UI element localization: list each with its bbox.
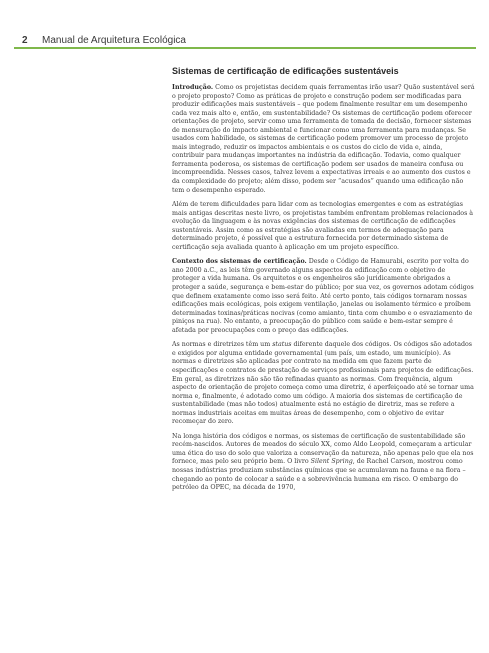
- paragraph-text: Desde o Código de Hamurabi, escrito por volta do ano 2000 a.C., as leis têm governado alguns aspectos da edificação com o objetivo de proteger a vida humana. Os arquitetos e os engenheiros são juridicamente obrigados a proteger a saúde, segurança e bem-estar do público; por sua vez, os governos adotam códigos que definem exatamente como isso será feito. Até certo ponto, tais códigos tornaram nossas edificações mais ecológicas, pois exigem ventilação, janelas ou isolamento térmico e proíbem determinadas toxinas/práticas nocivas (como amianto, tinta com chumbo e o esvaziamento de piniços na rua). No entanto, a preocupação do público com saúde e bem-estar sempre é afetada por preocupações com o preço das edificações.: [172, 258, 474, 334]
- paragraph-lead: Contexto dos sistemas de certificação.: [172, 258, 307, 266]
- paragraph-text: diferente daquele dos códigos. Os códigos são adotados e exigidos por alguma entidade governamental (um país, um estado, um município). As normas e diretrizes são aplicadas por contrato na medida em que fazem parte de especificações e contratos de prestação de serviços profissionais para projetos de edificações. Em geral, as diretrizes não são tão refinadas quanto as normas. Com frequência, algum aspecto de orientação de projeto começa como uma diretriz, é aperfeiçoado até se tornar uma norma e, finalmente, é adotado como um código. A maioria dos sistemas de certificação de sustentabilidade (mas não todos) atualmente está no estágio de diretriz, mas se refere a normas industriais aceitas em muitas áreas de desempenho, com o objetivo de evitar recomeçar do zero.: [172, 341, 474, 426]
- main-content: [172, 66, 475, 499]
- paragraph-italic: status: [272, 341, 292, 349]
- paragraph-text: Além de terem dificuldades para lidar com as tecnologias emergentes e com as estratégias mais antigas descritas neste livro, os projetistas também enfrentam problemas relacionados à evolução da linguagem e às novas exigências dos sistemas de certificação de edificações sustentáveis. Assim como as estratégias são avaliadas em termos de adequação para determinado projeto, é possível que a estrutura fornecida por determinado sistema de certificação seja avaliada quanto à aplicação em um projeto específico.: [172, 201, 474, 251]
- paragraph-contexto: [172, 258, 475, 335]
- paragraph-text-pre: Na longa história dos códigos e normas, os sistemas de certificação de sustentabilidade são recém-nascidos. Autores de meados do século XX, como Aldo Leopold, começaram a articular uma ética do uso do solo que valoriza a conservação da natureza, não apenas pelo que ela nos fornece, mas pelo seu próprio bem. O livro: [172, 432, 474, 466]
- paragraph-italic: Silent Spring: [310, 458, 353, 466]
- page-header: [0, 0, 489, 44]
- paragraph-historia: [172, 433, 475, 493]
- paragraph-tecnologias: [172, 201, 475, 252]
- paragraph-normas: [172, 341, 475, 426]
- running-title: Manual de Arquitetura Ecológica: [42, 35, 186, 46]
- paragraph-introducao: [172, 84, 475, 195]
- section-title: Sistemas de certificação de edificações sustentáveis: [172, 66, 399, 76]
- paragraph-text: Como os projetistas decidem quais ferramentas irão usar? Quão sustentável será o projeto proposto? Como as práticas de projeto e construção podem ser modificadas para produzir edificações mais sustentáveis – que podem finalmente resultar em um desempenho cada vez mais alto e, então, em sustentabilidade? Os sistemas de certificação podem oferecer orientações de projeto, servir como uma ferramenta de tomada de decisão, fornecer sistemas de mensuração do impacto ambiental e funcionar como uma ferramenta para mudanças. Se usados com habilidade, os sistemas de certificação podem promover um processo de projeto mais integrado, reduzir os impactos ambientais e os custos do ciclo de vida e, ainda, contribuir para mudanças importantes na indústria da edificação. Todavia, como qualquer ferramenta poderosa, os sistemas de certificação podem ser usados de maneira confusa ou incompreendida. Nesses casos, talvez levem a expectativas irreais e ao aumento dos custos e da complexidade do projeto; além disso, podem ser “acusados” quando uma edificação não tem o desempenho esperado.: [172, 84, 475, 194]
- page-number: 2: [22, 35, 28, 46]
- paragraph-text: , de Rachel Carson, mostrou como nossas indústrias produziam substâncias químicas que se acumulavam na fauna e na flora – chegando ao ponto de colocar a saúde e a sobrevivência humana em risco. O embargo do petróleo da OPEC, na década de 1970,: [172, 458, 466, 492]
- header-rule: [14, 47, 476, 49]
- paragraph-lead: Introdução.: [172, 84, 214, 91]
- paragraph-text-pre: As normas e diretrizes têm um: [172, 341, 273, 349]
